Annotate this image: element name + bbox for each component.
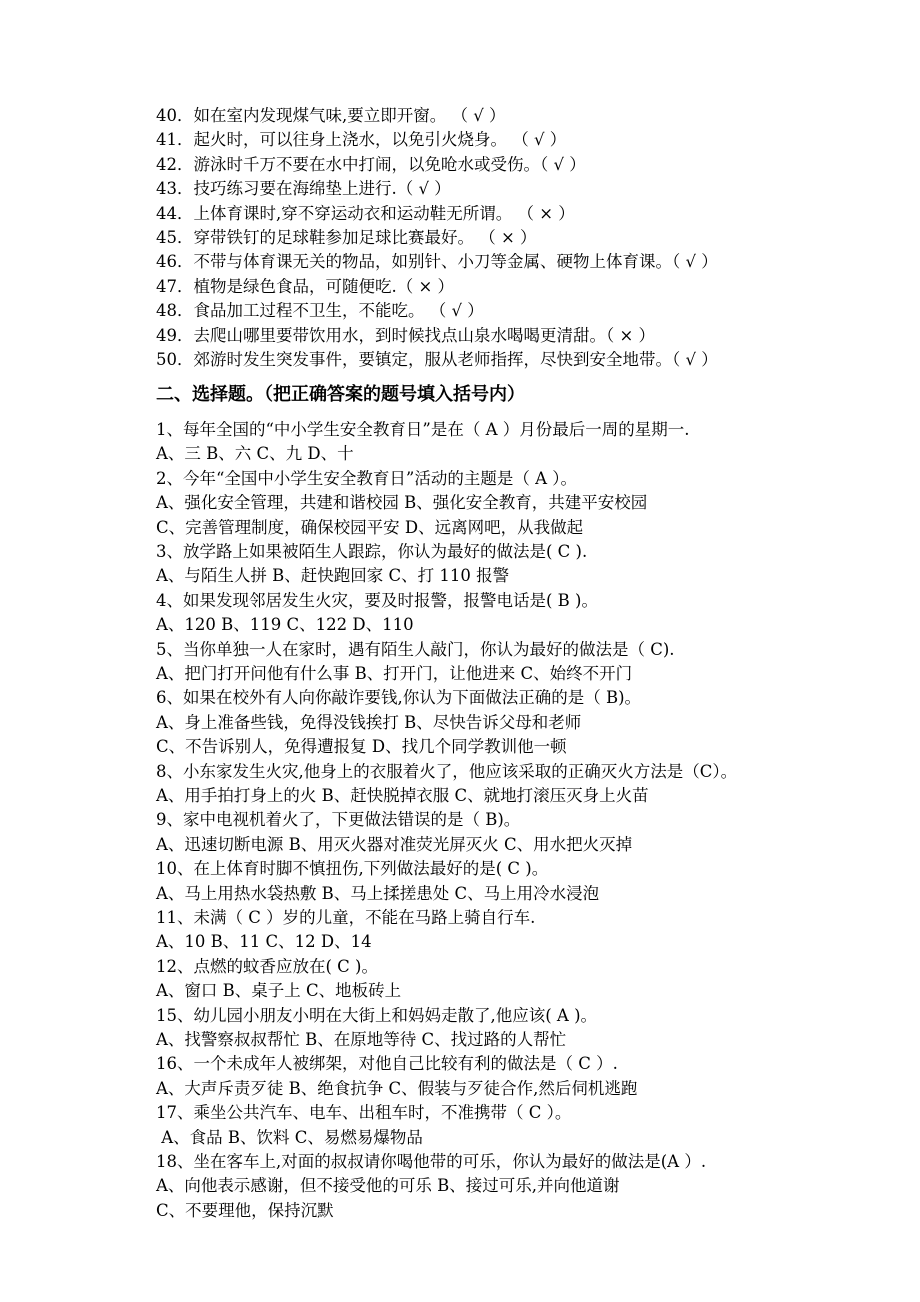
choice-line: 9、家中电视机着火了，下更做法错误的是（ B)。	[156, 810, 521, 830]
choice-line: 12、点燃的蚊香应放在( C )。	[156, 956, 378, 976]
choice-line: A、向他表示感谢，但不接受他的可乐 B、接过可乐,并向他道谢	[156, 1176, 620, 1196]
choice-line: 5、当你单独一人在家时，遇有陌生人敲门，你认为最好的做法是（ C).	[156, 639, 675, 659]
judgement-item: 41．起火时，可以往身上浇水，以免引火烧身。 （ √ ）	[156, 130, 567, 150]
choice-line: 6、如果在校外有人向你敲诈要钱,你认为下面做法正确的是（ B)。	[156, 688, 642, 708]
choice-line: A、食品 B、饮料 C、易燃易爆物品	[156, 1127, 423, 1147]
choice-line: 11、未满（ C ）岁的儿童，不能在马路上骑自行车.	[156, 908, 536, 927]
judgement-item: 47．植物是绿色食品，可随便吃.（ × ）	[156, 276, 455, 296]
choice-line: 3、放学路上如果被陌生人跟踪，你认为最好的做法是( C ).	[156, 542, 588, 561]
choice-line: A、强化安全管理，共建和谐校园 B、强化安全教育，共建平安校园	[156, 493, 648, 513]
choice-line: C、不告诉别人，免得遭报复 D、找几个同学教训他一顿	[156, 737, 567, 757]
choice-line: A、马上用热水袋热敷 B、马上揉搓患处 C、马上用冷水浸泡	[156, 883, 600, 903]
choice-line: A、三 B、六 C、九 D、十	[156, 444, 354, 464]
judgement-item: 44．上体育课时,穿不穿运动衣和运动鞋无所谓。 （ × ）	[156, 203, 575, 223]
judgement-item: 49．去爬山哪里要带饮用水，到时候找点山泉水喝喝更清甜。（ × ）	[156, 325, 656, 345]
judgement-item: 43．技巧练习要在海绵垫上进行.（ √ ）	[156, 179, 451, 199]
choice-line: A、120 B、119 C、122 D、110	[156, 615, 414, 635]
choice-line: 4、如果发现邻居发生火灾，要及时报警，报警电话是( B )。	[156, 590, 598, 610]
choice-line: A、窗口 B、桌子上 C、地板砖上	[156, 981, 402, 1001]
choice-line: A、与陌生人拼 B、赶快跑回家 C、打 110 报警	[156, 566, 510, 586]
judgement-item: 40．如在室内发现煤气味,要立即开窗。 （ √ ）	[156, 106, 506, 125]
judgement-item: 45．穿带铁钉的足球鞋参加足球比赛最好。 （ × ）	[156, 228, 537, 247]
choice-line: 15、幼儿园小朋友小明在大街上和妈妈走散了,他应该( A )。	[156, 1005, 598, 1025]
choice-line: 17、乘坐公共汽车、电车、出租车时，不准携带（ C ）。	[156, 1103, 572, 1123]
choice-line: A、用手拍打身上的火 B、赶快脱掉衣服 C、就地打滚压灭身上火苗	[156, 786, 649, 805]
judgement-item: 48．食品加工过程不卫生，不能吃。 （ √ ）	[156, 301, 484, 321]
choice-line: A、找警察叔叔帮忙 B、在原地等待 C、找过路的人帮忙	[156, 1030, 567, 1049]
choice-line: 18、坐在客车上,对面的叔叔请你喝他带的可乐，你认为最好的做法是(A ）.	[156, 1152, 707, 1171]
judgement-item: 42．游泳时千万不要在水中打闹，以免呛水或受伤。（ √ ）	[156, 154, 586, 174]
choice-line: 2、今年“全国中小学生安全教育日”活动的主题是（ A ）。	[156, 468, 578, 488]
section-2-title: 二、选择题。（把正确答案的题号填入括号内）	[156, 384, 525, 405]
choice-line: C、完善管理制度，确保校园平安 D、远离网吧，从我做起	[156, 517, 584, 537]
choice-line: A、把门打开问他有什么事 B、打开门，让他进来 C、始终不开门	[156, 664, 633, 683]
choice-line: A、大声斥责歹徒 B、绝食抗争 C、假装与歹徒合作,然后伺机逃跑	[156, 1078, 638, 1098]
choice-line: C、不要理他，保持沉默	[156, 1200, 334, 1220]
choice-line: A、身上准备些钱，免得没钱挨打 B、尽快告诉父母和老师	[156, 712, 582, 732]
choice-line: 1、每年全国的“中小学生安全教育日”是在（ A ）月份最后一周的星期一.	[156, 420, 690, 439]
choice-line: 16、一个未成年人被绑架，对他自己比较有利的做法是（ C ）.	[156, 1054, 618, 1074]
choice-line: 10、在上体育时脚不慎扭伤,下列做法最好的是( C )。	[156, 859, 549, 879]
choice-line: 8、小东家发生火灾,他身上的衣服着火了，他应该采取的正确灭火方法是（C）。	[156, 761, 738, 781]
choice-line: A、迅速切断电源 B、用灭火器对准荧光屏灭火 C、用水把火灭掉	[156, 834, 633, 854]
choice-line: A、10 B、11 C、12 D、14	[156, 932, 372, 952]
judgement-item: 46．不带与体育课无关的物品，如别针、小刀等金属、硬物上体育课。（ √ ）	[156, 252, 718, 272]
judgement-item: 50．郊游时发生突发事件，要镇定，服从老师指挥，尽快到安全地带。（ √ ）	[156, 350, 718, 369]
